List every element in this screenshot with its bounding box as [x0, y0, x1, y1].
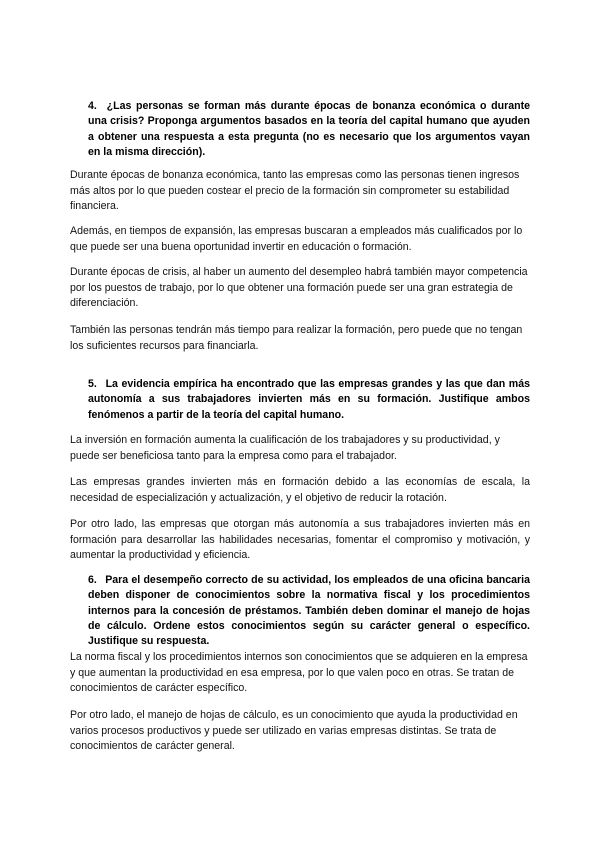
question-4-text: ¿Las personas se forman más durante épocas de bonanza económica o durante una crisis? Proponga argumentos basados en la teoría del capital humano que ayuden a obtener una respuesta a esta pregunta (no es necesario que los argumentos vayan en la misma dirección). — [88, 100, 530, 158]
answer-5-paragraph-3: Por otro lado, las empresas que otorgan más autonomía a sus trabajadores invierten más en formación para desarrollar las habilidades necesarias, fomentar el compromiso y motivación, y aumentar la productividad y eficiencia. — [70, 518, 530, 562]
answer-4-paragraph-3: Durante épocas de crisis, al haber un aumento del desempleo habrá también mayor competencia por los puestos de trabajo, por lo que obtener una formación puede ser una gran estrategia de diferenciación. — [70, 266, 528, 310]
answer-4-paragraph-2: Además, en tiempos de expansión, las empresas buscaran a empleados más cualificados por lo que puede ser una buena oportunidad invertir en educación o formación. — [70, 225, 523, 253]
answer-5-paragraph-2: Las empresas grandes invierten más en formación debido a las economías de escala, la necesidad de especialización y actualización, y el objetivo de reducir la rotación. — [70, 476, 530, 504]
answer-6-paragraph-1: La norma fiscal y los procedimientos internos son conocimientos que se adquieren en la empresa y que aumentan la productividad en esa empresa, por lo que valen poco en otras. Se tratan de conocimientos de carácter específico. — [70, 651, 528, 695]
question-5-number: 5. — [88, 378, 97, 390]
answer-4-paragraph-1: Durante épocas de bonanza económica, tanto las empresas como las personas tienen ingresos más altos por lo que pueden costear el precio de la formación sin comprometer su estabilidad financiera. — [70, 169, 520, 213]
question-4-number: 4. — [88, 100, 97, 112]
answer-4-paragraph-4: También las personas tendrán más tiempo para realizar la formación, pero puede que no tengan los suficientes recursos para financiarla. — [70, 324, 523, 352]
question-5-text: La evidencia empírica ha encontrado que las empresas grandes y las que dan más autonomía a sus trabajadores invierten más en su formación. Justifique ambos fenómenos a partir de la teoría del capital humano. — [88, 378, 530, 421]
answer-5-paragraph-1: La inversión en formación aumenta la cualificación de los trabajadores y su productividad, y puede ser beneficiosa tanto para la empresa como para el trabajador. — [70, 434, 500, 462]
question-6-text: Para el desempeño correcto de su actividad, los empleados de una oficina bancaria deben disponer de conocimientos sobre la normativa fiscal y los procedimientos internos para la concesión de préstamos. También deben dominar el manejo de hojas de cálculo. Ordene estos conocimientos según su carácter general o específico. Justifique su respuesta. — [88, 574, 530, 648]
question-6-number: 6. — [88, 574, 97, 586]
question-6 — [88, 573, 530, 649]
question-5 — [88, 377, 530, 423]
question-4 — [88, 99, 530, 160]
answer-6-paragraph-2: Por otro lado, el manejo de hojas de cálculo, es un conocimiento que ayuda la productividad en varios procesos productivos y puede ser utilizado en varias empresas distintas. Se trata de conocimientos de carácter general. — [70, 709, 518, 753]
